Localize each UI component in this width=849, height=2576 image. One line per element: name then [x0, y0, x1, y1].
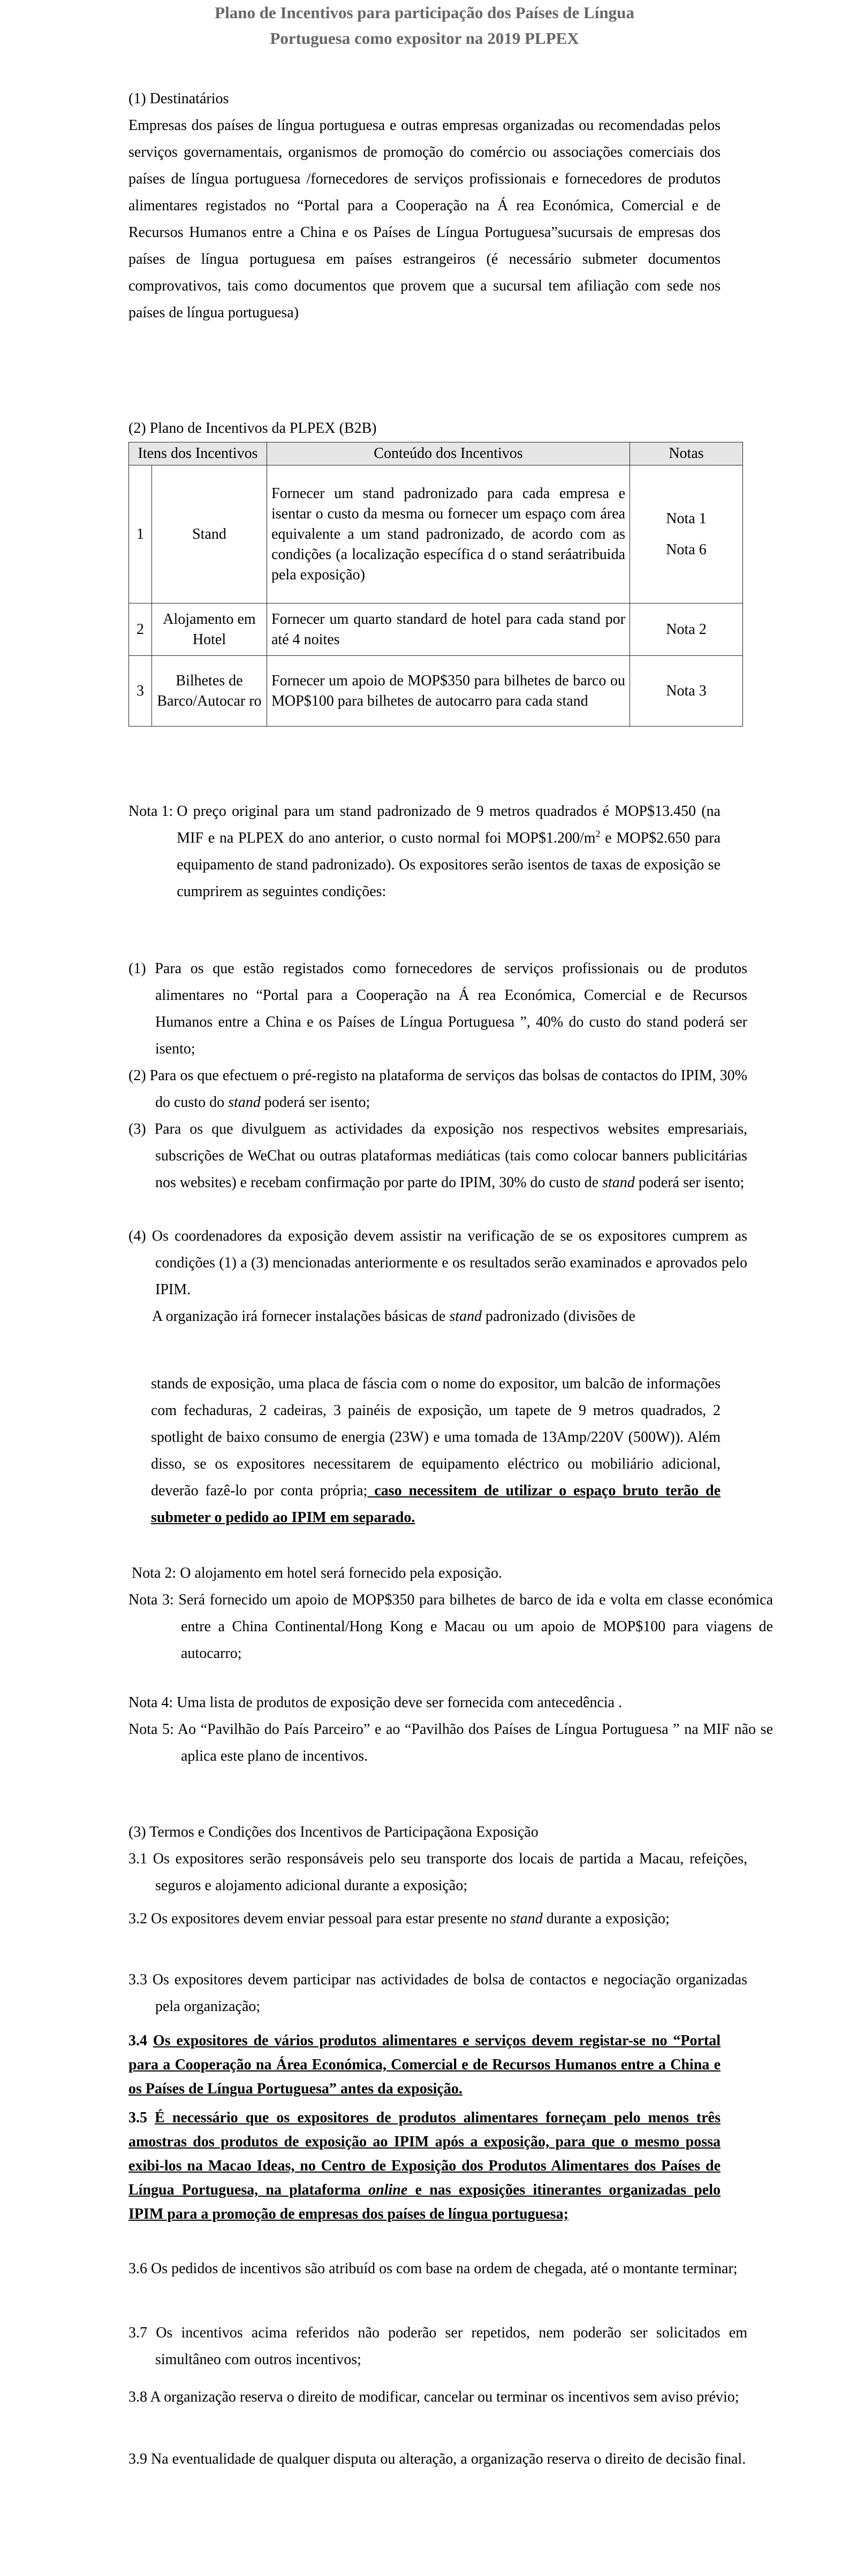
- superscript: 2: [595, 828, 601, 839]
- note-ref: Nota 2: [666, 621, 707, 638]
- row-number: 3: [129, 656, 152, 727]
- table-row: [129, 656, 743, 727]
- note-1: [128, 798, 721, 905]
- title-line-2: Portuguesa como expositor na 2019 PLPEX: [270, 29, 579, 48]
- term-3-1: 3.1 Os expositores serão responsáveis pelo seu transporte dos locais de partida a Macau, refeições, seguros e alojamento adicional durante a exposição;: [128, 1851, 747, 1894]
- facilities-text-b: padronizado (divisões de: [482, 1308, 635, 1325]
- table-row: [129, 603, 743, 656]
- condition-2-text-b: poderá ser isento;: [260, 1094, 370, 1111]
- facilities-italic: stand: [449, 1308, 482, 1325]
- term-3-2-italic: stand: [510, 1910, 543, 1927]
- note-ref: Nota 6: [666, 541, 707, 558]
- stand-facilities-body: [151, 1371, 721, 1531]
- row-content: Fornecer um stand padronizado para cada empresa e isentar o custo da mesma ou fornecer um espaço com área equivalente a um stand padronizado, de acordo com as condições (a localização específica d o stand seráatribuida pela exposição): [267, 465, 630, 603]
- title-line-1: Plano de Incentivos para participação dos Países de Língua: [215, 3, 634, 22]
- note-4: Nota 4: Uma lista de produtos de exposição deve ser fornecida com antecedência .: [128, 1694, 623, 1711]
- condition-3-italic: stand: [602, 1174, 635, 1191]
- note-2: Nota 2: O alojamento em hotel será fornecido pela exposição.: [132, 1565, 502, 1581]
- term-3-2-text-a: 3.2 Os expositores devem enviar pessoal para estar presente no: [128, 1910, 510, 1927]
- term-3-5: [128, 2106, 721, 2226]
- row-notes: [630, 465, 743, 603]
- facilities-text-a: A organização irá fornecer instalações básicas de: [152, 1308, 450, 1325]
- header-content: Conteúdo dos Incentivos: [267, 442, 630, 465]
- incentives-table: [128, 442, 743, 727]
- row-item: Alojamento em Hotel: [152, 603, 267, 656]
- condition-2-italic: stand: [228, 1094, 261, 1111]
- term-3-5-italic: online: [368, 2182, 408, 2198]
- note-1-text: [177, 798, 721, 905]
- section-2-heading: (2) Plano de Incentivos da PLPEX (B2B): [128, 420, 377, 437]
- term-3-7: 3.7 Os incentivos acima referidos não poderão ser repetidos, nem poderão ser solicitados em simultâneo com outros incentivos;: [128, 2325, 747, 2368]
- bold-requirement: caso necessitem de utilizar o espaço bruto terão de submeter o pedido ao IPIM em separado.: [151, 1482, 721, 1526]
- table-header-row: [129, 442, 743, 465]
- row-number: 2: [129, 603, 152, 656]
- term-3-6: 3.6 Os pedidos de incentivos são atribuíd os com base na ordem de chegada, até o montante terminar;: [128, 2260, 738, 2277]
- term-3-4-number: 3.4: [128, 2032, 153, 2049]
- term-3-3: 3.3 Os expositores devem participar nas actividades de bolsa de contactos e negociação organizadas pela organização;: [128, 1971, 747, 2015]
- row-number: 1: [129, 465, 152, 603]
- note-1-label: Nota 1:: [128, 803, 177, 820]
- section-1-heading: (1) Destinatários: [128, 90, 229, 107]
- term-3-5-text-a: É necessário que os expositores de produtos alimentares forneçam pelo menos três amostras dos produtos de exposição ao IPIM após a exposição, para que o mesmo possa exibi-los na Macao Ideas, no Centro de Exposição dos Produtos Alimentares dos Países de Língua Portuguesa, na plataforma: [128, 2109, 721, 2198]
- row-notes: [630, 656, 743, 727]
- row-content: Fornecer um apoio de MOP$350 para bilhetes de barco ou MOP$100 para bilhetes de autocarro para cada stand: [267, 656, 630, 727]
- row-content: Fornecer um quarto standard de hotel para cada stand por até 4 noites: [267, 603, 630, 656]
- term-3-4: [128, 2029, 721, 2101]
- facilities-text-c: stands de exposição, uma placa de fáscia com o nome do expositor, um balcão de informações com fechaduras, 2 cadeiras, 3 painéis de exposição, um tapete de 9 metros quadrados, 2 spotlight de baixo consumo de energia (23W) e uma tomada de 13Amp/220V (500W)). Além disso, se os expositores necessitarem de equipamento eléctrico ou mobiliário adicional, deverão fazê-lo por conta própria;: [151, 1375, 721, 1499]
- header-notes: Notas: [630, 442, 743, 465]
- condition-3-text-b: poderá ser isento;: [634, 1174, 745, 1191]
- note-1-text-a: O preço original para um stand padronizado de 9 metros quadrados é MOP$13.450 (na MIF e na PLPEX do ano anterior, o custo normal foi MOP$1.200/m: [177, 803, 721, 846]
- condition-2-text-a: (2) Para os que efectuem o pré-registo na plataforma de serviços das bolsas de contactos do IPIM, 30% do custo do: [128, 1067, 747, 1111]
- table-row: [129, 465, 743, 603]
- condition-3-text-a: (3) Para os que divulguem as actividades da exposição nos respectivos websites empresariais, subscrições de WeChat ou outras plataformas mediáticas (tais como colocar banners publicitárias nos websites) e recebam confirmação por parte do IPIM, 30% do custo de: [128, 1121, 747, 1191]
- condition-1: (1) Para os que estão registados como fornecedores de serviços profissionais ou de produtos alimentares no “Portal para a Cooperação na Á rea Económica, Comercial e de Recursos Humanos entre a China e os Países de Língua Portuguesa ”, 40% do custo do stand poderá ser isento;: [128, 960, 747, 1057]
- note-ref: Nota 3: [666, 682, 707, 699]
- header-items: Itens dos Incentivos: [129, 442, 267, 465]
- note-5: Nota 5: Ao “Pavilhão do País Parceiro” e ao “Pavilhão dos Países de Língua Portuguesa ” na MIF não se aplica este plano de incentivos.: [128, 1721, 773, 1764]
- term-3-8: 3.8 A organização reserva o direito de modificar, cancelar ou terminar os incentivos sem aviso prévio;: [128, 2389, 739, 2405]
- section-3-heading: (3) Termos e Condições dos Incentivos de Participaçãona Exposição: [128, 1824, 539, 1840]
- term-3-9: 3.9 Na eventualidade de qualquer disputa ou alteração, a organização reserva o direito de decisão final.: [128, 2451, 746, 2467]
- note-3: Nota 3: Será fornecido um apoio de MOP$350 para bilhetes de barco de ida e volta em classe económica entre a China Continental/Hong Kong e Macau ou um apoio de MOP$100 para viagens de autocarro;: [128, 1592, 773, 1662]
- row-notes: [630, 603, 743, 656]
- term-3-5-text-b: e nas exposições itinerantes organizadas pelo IPIM para a promoção de empresas dos países de língua portuguesa;: [128, 2182, 721, 2222]
- row-item: Stand: [152, 465, 267, 603]
- term-3-2: [128, 1906, 747, 1932]
- condition-4: (4) Os coordenadores da exposição devem assistir na verificação de se os expositores cumprem as condições (1) a (3) mencionadas anteriormente e os resultados serão examinados e aprovados pelo IPIM.: [128, 1228, 747, 1298]
- term-3-2-text-b: durante a exposição;: [542, 1910, 670, 1927]
- note-1-text-b: e MOP$2.650 para equipamento de stand padronizado). Os expositores serão isentos de taxas de exposição se cumprirem as seguintes condições:: [177, 830, 721, 900]
- note-ref: Nota 1: [666, 510, 707, 527]
- page-title: [128, 0, 721, 51]
- row-item: Bilhetes de Barco/Autocar ro: [152, 656, 267, 727]
- condition-2: [128, 1062, 747, 1116]
- stand-facilities-line: [128, 1303, 721, 1330]
- term-3-5-number: 3.5: [128, 2109, 155, 2126]
- term-3-4-text: Os expositores de vários produtos alimentares e serviços devem registar-se no “Portal para a Cooperação na Área Económica, Comercial e de Recursos Humanos entre a China e os Países de Língua Portuguesa” antes da exposição.: [128, 2032, 721, 2097]
- section-1-body: Empresas dos países de língua portuguesa e outras empresas organizadas ou recomendadas pelos serviços governamentais, organismos de promoção do comércio ou associações comerciais dos países de língua portuguesa /fornecedores de serviços profissionais e fornecedores de produtos alimentares registados no “Portal para a Cooperação na Á rea Económica, Comercial e de Recursos Humanos entre a China e os Países de Língua Portuguesa”sucursais de empresas dos países de língua portuguesa em países estrangeiros (é necessário submeter documentos comprovativos, tais como documentos que provem que a sucursal tem afiliação com sede nos países de língua portuguesa): [128, 117, 721, 321]
- condition-3: [128, 1116, 747, 1196]
